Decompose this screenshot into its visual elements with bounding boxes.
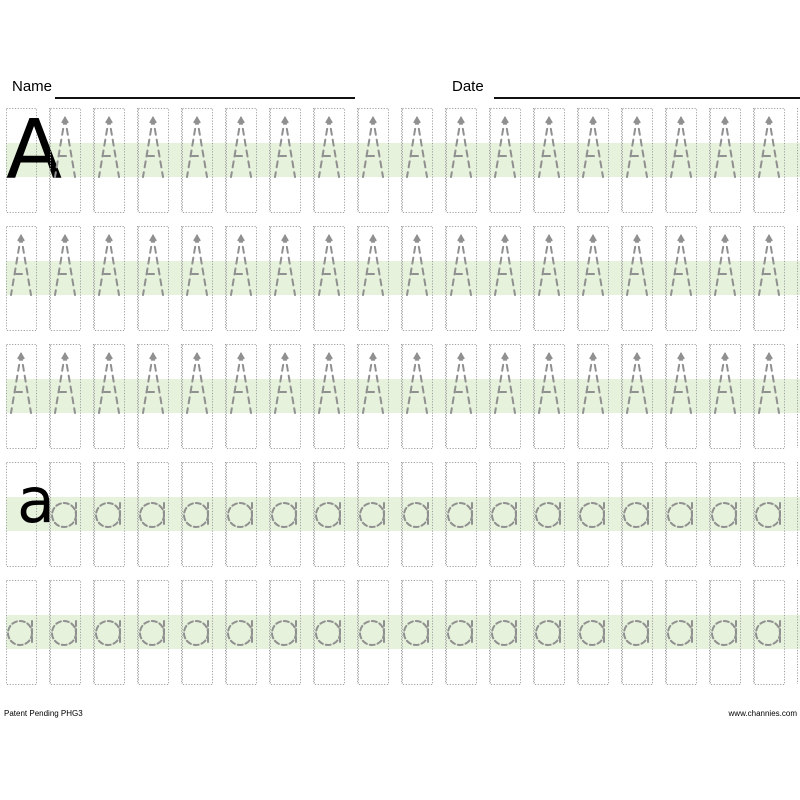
patent-notice: Patent Pending PHG3 [4, 709, 83, 718]
practice-row [6, 344, 800, 449]
name-label: Name [12, 78, 53, 95]
model-letter: A [5, 103, 63, 198]
practice-row [6, 103, 800, 213]
website-link[interactable]: www.channies.com [728, 709, 797, 718]
practice-row [6, 462, 800, 567]
practice-row [6, 226, 800, 331]
practice-row [6, 580, 800, 685]
date-label: Date [452, 78, 484, 95]
model-letter: a [17, 464, 55, 537]
